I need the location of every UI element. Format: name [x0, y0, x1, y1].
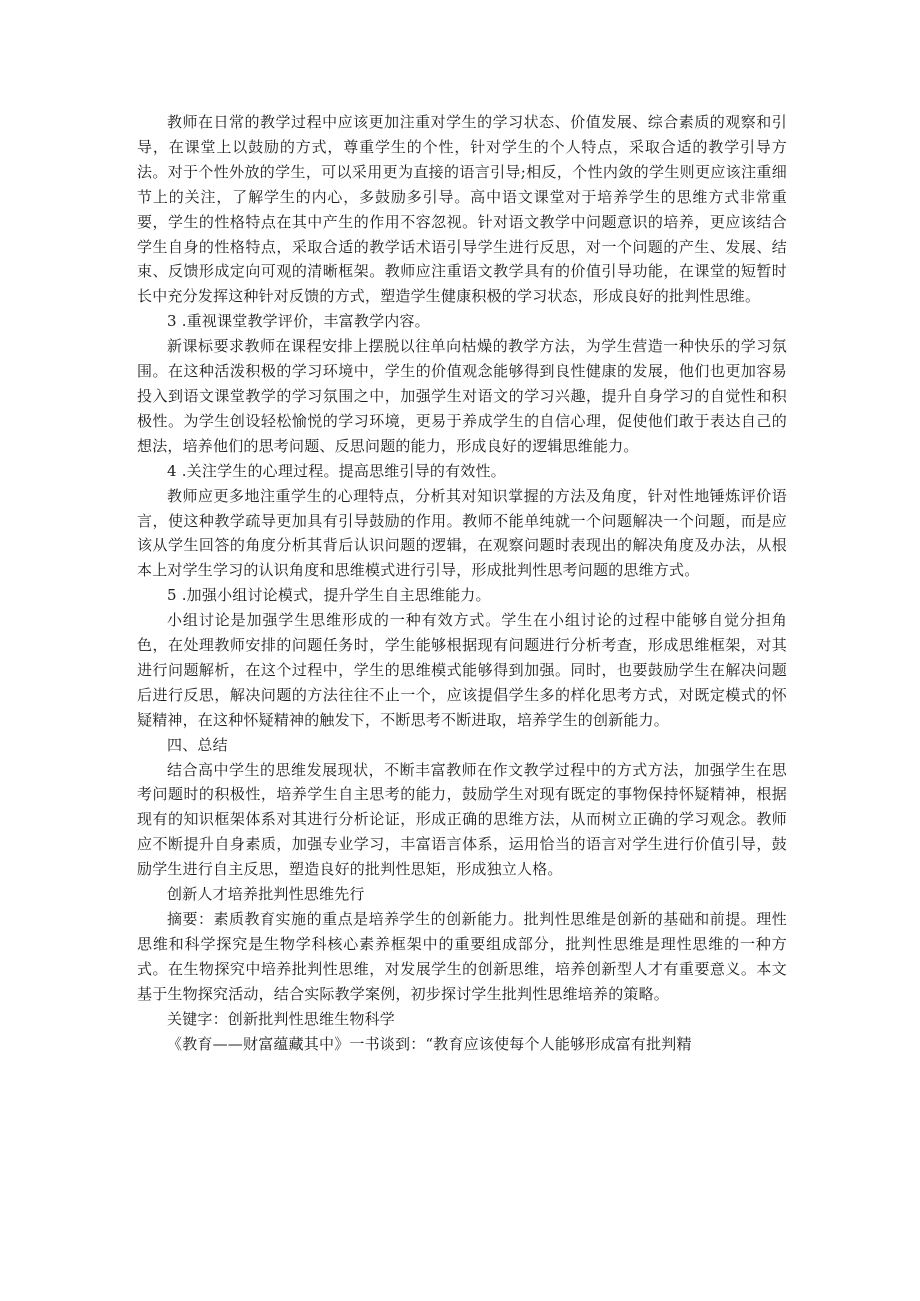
heading-5-group-discussion: 5 .加强小组讨论模式，提升学生自主思维能力。 — [167, 586, 491, 605]
document-body — [137, 110, 787, 1056]
paragraph-psychological-features: 教师应更多地注重学生的心理特点，分析其对知识掌握的方法及角度，针对性地锤炼评价语言，使这种教学疏导更加具有引导鼓励的作用。教师不能单纯就一个问题解决一个问题，而是应该从学生回答的角度分析其背后认识问题的逻辑，在观察问题时表现出的解决角度及办法，从根本上对学生学习的认识角度和思维模式进行引导，形成批判性思考问题的思维方式。 — [137, 486, 787, 580]
article-title: 创新人才培养批判性思维先行 — [167, 885, 365, 904]
paragraph-summary: 结合高中学生的思维发展现状，不断丰富教师在作文教学过程中的方式方法，加强学生在思考问题时的积极性，培养学生自主思考的能力，鼓励学生对现有既定的事物保持怀疑精神，根据现有的知识框架体系对其进行分析论证，形成正确的思维方法，从而树立正确的学习观念。教师应不断提升自身素质，加强专业学习，丰富语言体系，运用恰当的语言对学生进行价值引导，鼓励学生进行自主反思，塑造良好的批判性思矩，形成独立人格。 — [137, 760, 787, 879]
heading-4-psychological-process: 4 .关注学生的心理过程。提高思维引导的有效性。 — [167, 461, 506, 480]
paragraph-keywords: 关键字：创新批判性思维生物科学 — [167, 1009, 396, 1028]
paragraph-quote-intro: 《教育——财富蕴藏其中》一书谈到：“教育应该使每个人能够形成富有批判精 — [167, 1034, 692, 1053]
heading-3-classroom-evaluation: 3 .重视课堂教学评价，丰富教学内容。 — [167, 312, 430, 331]
paragraph-group-discussion: 小组讨论是加强学生思维形成的一种有效方式。学生在小组讨论的过程中能够自觉分担角色，在处理教师安排的问题任务时，学生能够根据现有问题进行分析考查，形成思维框架，对其进行问题解析，在这个过程中，学生的思维模式能够得到加强。同时，也要鼓励学生在解决问题后进行反思，解决问题的方法往往不止一个，应该提倡学生多的样化思考方式，对既定模式的怀疑精神，在这种怀疑精神的触发下，不断思考不断进取，培养学生的创新能力。 — [137, 611, 787, 729]
paragraph-teacher-guidance: 教师在日常的教学过程中应该更加注重对学生的学习状态、价值发展、综合素质的观察和引导，在课堂上以鼓励的方式，尊重学生的个性，针对学生的个人特点，采取合适的教学引导方法。对于个性外放的学生，可以采用更为直接的语言引导;相反，个性内敛的学生则更应该注重细节上的关注，了解学生的内心，多鼓励多引导。高中语文课堂对于培养学生的思维方式非常重要，学生的性格特点在其中产生的作用不容忽视。针对语文教学中问题意识的培养，更应该结合学生自身的性格特点，采取合适的教学话术语引导学生进行反思，对一个问题的产生、发展、结束、反馈形成定向可观的清晰框架。教师应注重语文教学具有的价值引导功能，在课堂的短暂时长中充分发挥这种针对反馈的方式，塑造学生健康积极的学习状态，形成良好的批判性思维。 — [137, 113, 787, 306]
heading-summary: 四、总结 — [167, 735, 228, 754]
paragraph-new-curriculum: 新课标要求教师在课程安排上摆脱以往单向枯燥的教学方法，为学生营造一种快乐的学习氛围。在这种活泼积极的学习环境中，学生的价值观念能够得到良性健康的发展，他们也更加容易投入到语文课堂教学的学习氛围之中，加强学生对语文的学习兴趣，提升自身学习的自觉性和积极性。为学生创设轻松愉悦的学习环境，更易于养成学生的自信心理，促使他们敢于表达自己的想法，培养他们的思考问题、反思问题的能力，形成良好的逻辑思维能力。 — [137, 337, 787, 455]
paragraph-abstract: 摘要：素质教育实施的重点是培养学生的创新能力。批判性思维是创新的基础和前提。理性思维和科学探究是生物学科核心素养框架中的重要组成部分，批判性思维是理性思维的一种方式。在生物探究中培养批判性思维，对发展学生的创新思维，培养创新型人才有重要意义。本文基于生物探究活动，结合实际教学案例，初步探讨学生批判性思维培养的策略。 — [137, 910, 787, 1003]
